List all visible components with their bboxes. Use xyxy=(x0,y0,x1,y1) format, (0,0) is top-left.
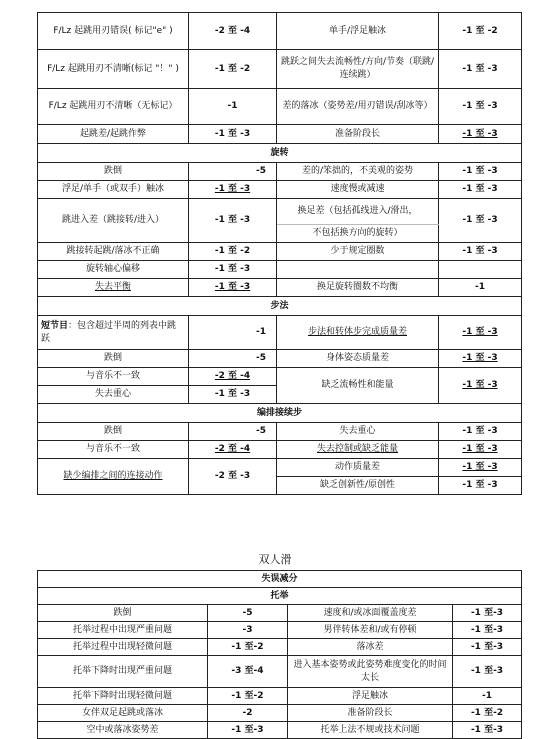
error-cell: 进入基本姿势或此姿势难度变化的时间太长 xyxy=(288,656,453,688)
penalty-cell: -1 至 -3 xyxy=(439,368,522,404)
error-cell: 速度慢或减速 xyxy=(277,181,439,199)
penalty-cell: -1 至 -3 xyxy=(189,199,277,243)
penalty-cell: -1 至 -3 xyxy=(439,459,522,477)
error-cell: 托举上法不规或技术问题 xyxy=(288,722,453,739)
table-row xyxy=(38,705,522,722)
error-cell: 托举过程中出现轻微问题 xyxy=(38,639,208,656)
penalty-cell: -1 至 -3 xyxy=(439,181,522,199)
penalty-cell: -1 xyxy=(439,279,522,297)
section-title-spin: 旋转 xyxy=(38,144,522,163)
penalty-cell: -5 xyxy=(189,163,277,181)
section-title-choreo: 编排接续步 xyxy=(38,404,522,423)
penalty-cell: -1 xyxy=(189,316,277,350)
penalty-cell: -1 至-3 xyxy=(453,639,522,656)
table-row xyxy=(38,13,522,50)
error-cell: 缺乏创新性/原创性 xyxy=(277,477,439,495)
penalty-cell: -1 至 -3 xyxy=(439,423,522,441)
penalty-cell: -1 至-2 xyxy=(208,688,288,705)
table-row xyxy=(38,622,522,639)
error-cell: 换足差（包括孤线进入/滑出， xyxy=(277,199,439,225)
penalty-cell: -1 至-2 xyxy=(208,639,288,656)
table-row xyxy=(38,50,522,89)
pairs-title: 双人滑 xyxy=(258,553,292,566)
error-cell: F/Lz 起跳用刃错误( 标记"e" ) xyxy=(38,13,189,50)
table-row xyxy=(38,261,522,279)
penalty-cell: -1 至 -3 xyxy=(439,316,522,350)
table-row xyxy=(38,243,522,261)
section-header-row xyxy=(38,297,522,316)
table-row xyxy=(38,688,522,705)
penalty-cell: -1 至 -2 xyxy=(189,50,277,89)
table-row xyxy=(38,441,522,459)
error-cell: 缺少编排之间的连接动作 xyxy=(38,459,189,495)
section-header-row xyxy=(38,588,522,605)
penalty-cell: -1 至 -2 xyxy=(439,13,522,50)
penalty-cell: -1 至 -3 xyxy=(189,261,277,279)
error-cell: 跌倒 xyxy=(38,350,189,368)
penalty-cell: -2 xyxy=(208,705,288,722)
error-cell: 旋转轴心偏移 xyxy=(38,261,189,279)
error-cell: 跌倒 xyxy=(38,605,208,622)
error-cell: 换足旋转圈数不均衡 xyxy=(277,279,439,297)
penalty-cell: -1 至 -3 xyxy=(189,125,277,144)
penalty-cell: -1 至 -3 xyxy=(439,163,522,181)
error-cell: 失去重心 xyxy=(38,386,189,404)
penalty-cell: -1 至-3 xyxy=(208,722,288,739)
penalty-cell: -1 至 -2 xyxy=(189,243,277,261)
error-cell: 单手/浮足触冰 xyxy=(277,13,439,50)
error-cell: 浮足/单手（或双手）触冰 xyxy=(38,181,189,199)
error-cell: 空中或落冰姿势差 xyxy=(38,722,208,739)
error-cell: 与音乐不一致 xyxy=(38,368,189,386)
error-cell: 跳跃之间失去流畅性/方向/节奏（联跳/连续跳） xyxy=(277,50,439,89)
error-cell: F/Lz 起跳用刃不清晰(标记 "！" ) xyxy=(38,50,189,89)
penalty-cell: -1 至-2 xyxy=(453,705,522,722)
error-cell: 速度和/或冰面覆盖度差 xyxy=(288,605,453,622)
penalty-cell: -1 至 -3 xyxy=(439,199,522,243)
table-row xyxy=(38,423,522,441)
error-cell: 托举下降时出现严重问题 xyxy=(38,656,208,688)
error-cell: 托举下降时出现轻微问题 xyxy=(38,688,208,705)
error-cell: 落冰差 xyxy=(288,639,453,656)
section-title-step: 步法 xyxy=(38,297,522,316)
penalty-cell: -3 xyxy=(208,622,288,639)
section-title-lift: 托举 xyxy=(38,588,522,605)
error-cell: 跳接转起跳/落冰不正确 xyxy=(38,243,189,261)
error-cell: 差的/笨拙的，不美观的姿势 xyxy=(277,163,439,181)
singles-deduction-table xyxy=(37,12,522,495)
error-cell: 跌倒 xyxy=(38,163,189,181)
error-cell: 跌倒 xyxy=(38,423,189,441)
table-row xyxy=(38,89,522,125)
error-cell: 跳进入差（跳接转/进入） xyxy=(38,199,189,243)
penalty-cell: -5 xyxy=(189,350,277,368)
error-cell: 起跳差/起跳作弊 xyxy=(38,125,189,144)
penalty-cell: -2 至 -4 xyxy=(189,441,277,459)
penalty-cell: -1 至-3 xyxy=(453,605,522,622)
table-row xyxy=(38,459,522,477)
error-cell: 动作质量差 xyxy=(277,459,439,477)
section-header-row xyxy=(38,144,522,163)
table-row xyxy=(38,656,522,688)
error-cell: 准备阶段长 xyxy=(288,705,453,722)
table-row xyxy=(38,279,522,297)
penalty-cell: -5 xyxy=(208,605,288,622)
error-cell: 身体姿态质量差 xyxy=(277,350,439,368)
error-cell: 失去平衡 xyxy=(38,279,189,297)
error-cell: 少于规定圈数 xyxy=(277,243,439,261)
penalty-cell: -1 至 -3 xyxy=(189,181,277,199)
penalty-cell: -1 至 -3 xyxy=(439,50,522,89)
penalty-cell: -2 至 -4 xyxy=(189,13,277,50)
error-cell: 差的落冰（姿势差/用刃错误/刮冰等） xyxy=(277,89,439,125)
penalty-cell: -1 至-3 xyxy=(453,656,522,688)
penalty-cell: -1 至 -3 xyxy=(439,125,522,144)
table-row xyxy=(38,722,522,739)
error-cell: 步法和转体步完成质量差 xyxy=(277,316,439,350)
empty-cell xyxy=(277,261,439,279)
section-header-row xyxy=(38,571,522,588)
error-cell xyxy=(38,316,189,350)
error-cell: F/Lz 起跳用刃不清晰（无标记） xyxy=(38,89,189,125)
table-row xyxy=(38,368,522,386)
penalty-cell: -2 至 -3 xyxy=(189,459,277,495)
error-cell: 缺乏流畅性和能量 xyxy=(277,368,439,404)
table-row xyxy=(38,181,522,199)
error-cell: 托举过程中出现严重问题 xyxy=(38,622,208,639)
penalty-cell: -2 至 -4 xyxy=(189,368,277,386)
penalty-cell: -1 至 -3 xyxy=(439,350,522,368)
table-row xyxy=(38,199,522,225)
penalty-cell: -1 xyxy=(189,89,277,125)
penalty-cell: -1 至 -3 xyxy=(439,89,522,125)
short-program-label: 短节目 xyxy=(41,320,69,331)
error-cell: 失去控制或缺乏能量 xyxy=(277,441,439,459)
error-cell: 浮足触冰 xyxy=(288,688,453,705)
table-row xyxy=(38,316,522,350)
penalty-cell: -1 至 -3 xyxy=(439,441,522,459)
empty-cell xyxy=(439,261,522,279)
penalty-cell: -1 至 -3 xyxy=(189,386,277,404)
error-cell: 与音乐不一致 xyxy=(38,441,189,459)
penalty-cell: -1 至 -3 xyxy=(439,477,522,495)
table-row xyxy=(38,639,522,656)
pairs-header: 失误减分 xyxy=(38,571,522,588)
table-row xyxy=(38,163,522,181)
error-cell: 失去重心 xyxy=(277,423,439,441)
error-cell: 男伴转体差和/或有停顿 xyxy=(288,622,453,639)
penalty-cell: -5 xyxy=(189,423,277,441)
section-header-row xyxy=(38,404,522,423)
error-cell: 女伴双足起跳或落冰 xyxy=(38,705,208,722)
penalty-cell: -1 至-3 xyxy=(453,722,522,739)
penalty-cell: -1 至-3 xyxy=(453,622,522,639)
table-row xyxy=(38,605,522,622)
table-row xyxy=(38,350,522,368)
table-row xyxy=(38,125,522,144)
penalty-cell: -1 至 -3 xyxy=(439,243,522,261)
error-text: ：包含超过半周的列表中跳跃 xyxy=(41,320,177,344)
penalty-cell: -1 xyxy=(453,688,522,705)
error-cell: 不包括换方向的旋转） xyxy=(277,225,439,243)
error-cell: 准备阶段长 xyxy=(277,125,439,144)
penalty-cell: -3 至-4 xyxy=(208,656,288,688)
penalty-cell: -1 至 -3 xyxy=(189,279,277,297)
pairs-deduction-table xyxy=(37,570,522,739)
